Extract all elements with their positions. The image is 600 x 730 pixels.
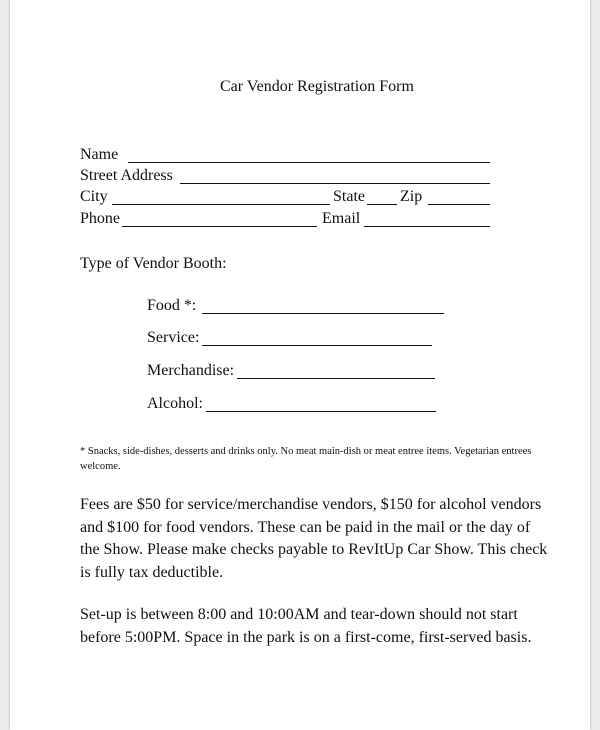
food-label: Food *: bbox=[147, 297, 197, 314]
zip-field-line[interactable] bbox=[428, 204, 490, 205]
footnote: * Snacks, side-dishes, desserts and drinks only. No meat main-dish or meat entree items. Vegetarian entrees welcome. bbox=[80, 446, 532, 472]
city-field-line[interactable] bbox=[112, 204, 330, 205]
street-address-label: Street Address bbox=[80, 167, 173, 184]
phone-label: Phone bbox=[80, 210, 120, 227]
service-field-line[interactable] bbox=[202, 345, 432, 346]
email-field-line[interactable] bbox=[364, 226, 490, 227]
name-field-line[interactable] bbox=[128, 162, 490, 163]
name-label: Name bbox=[80, 146, 119, 163]
food-field-line[interactable] bbox=[202, 313, 444, 314]
state-field-line[interactable] bbox=[367, 204, 397, 205]
state-label: State bbox=[333, 188, 365, 205]
street-address-field-line[interactable] bbox=[180, 183, 490, 184]
document-page bbox=[10, 0, 590, 730]
alcohol-field-line[interactable] bbox=[206, 411, 436, 412]
merchandise-field-line[interactable] bbox=[237, 378, 435, 379]
setup-paragraph: Set-up is between 8:00 and 10:00AM and tear-down should not start before 5:00PM. Space in the park is on a first-come, first-served basis. bbox=[80, 606, 532, 646]
form-title: Car Vendor Registration Form bbox=[220, 78, 414, 95]
service-label: Service: bbox=[147, 329, 200, 346]
city-label: City bbox=[80, 188, 108, 205]
phone-field-line[interactable] bbox=[122, 226, 317, 227]
merchandise-label: Merchandise: bbox=[147, 362, 235, 379]
alcohol-label: Alcohol: bbox=[147, 395, 203, 412]
fees-paragraph: Fees are $50 for service/merchandise vendors, $150 for alcohol vendors and $100 for food vendors. These can be paid in the mail or the day of the Show. Please make checks payable to RevItUp Car Show. This check is fully tax deductible. bbox=[80, 496, 548, 581]
booth-type-heading: Type of Vendor Booth: bbox=[80, 255, 227, 272]
email-label: Email bbox=[322, 210, 361, 227]
zip-label: Zip bbox=[400, 188, 423, 205]
